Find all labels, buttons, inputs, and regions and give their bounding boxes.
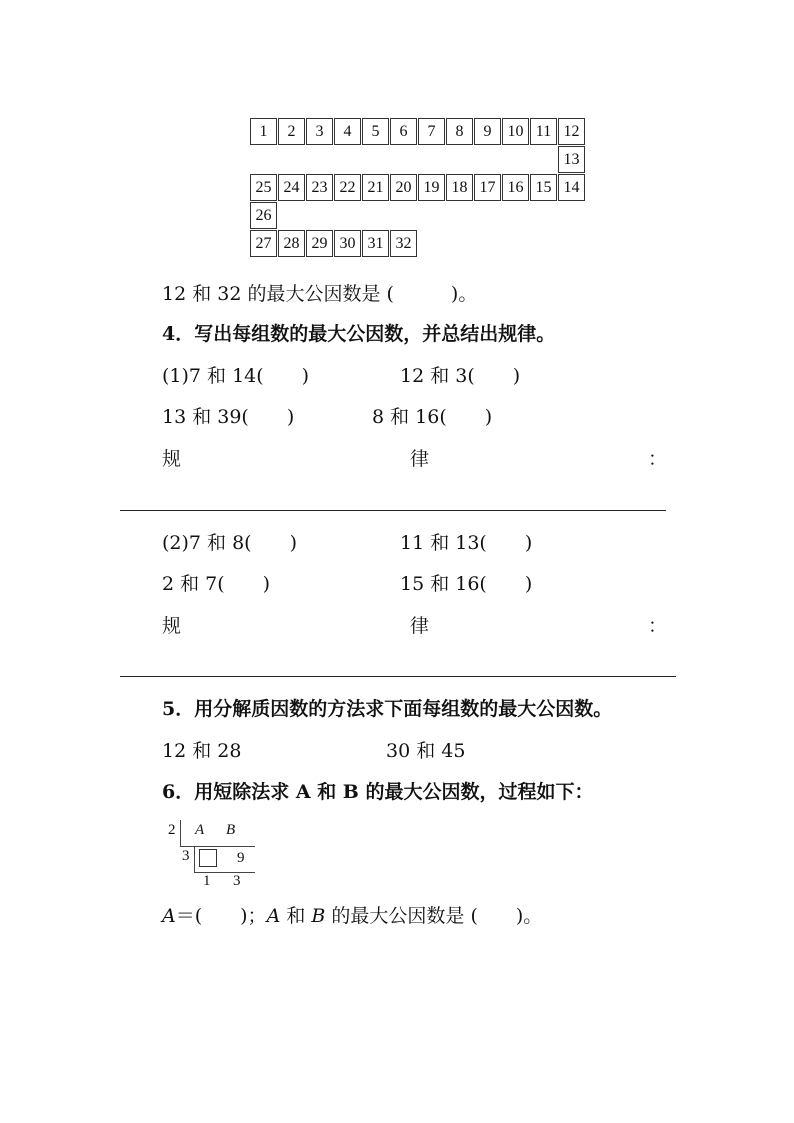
rule-label-2-left: 规 <box>162 615 182 637</box>
grid-cell: 17 <box>474 174 501 201</box>
q6-answer <box>162 904 542 928</box>
grid-cell: 32 <box>390 230 417 257</box>
answer-line-2 <box>120 676 676 677</box>
q4-title: 4．写出每组数的最大公因数，并总结出规律。 <box>162 323 556 345</box>
grid-cell: 1 <box>250 118 277 145</box>
grid-cell: 29 <box>306 230 333 257</box>
rule-label-1-left: 规 <box>162 448 182 470</box>
divisor-2: 3 <box>182 848 190 864</box>
grid-cell: 18 <box>446 174 473 201</box>
dividend-a: A <box>195 822 205 838</box>
grid-cell: 19 <box>418 174 445 201</box>
blank-box <box>199 849 217 867</box>
var-b: B <box>311 905 326 927</box>
q5-b: 30 和 45 <box>386 740 466 762</box>
q6-title: 6．用短除法求 A 和 B 的最大公因数，过程如下： <box>162 781 594 803</box>
q3-question: 12 和 32 的最大公因数是 ( )。 <box>162 283 478 305</box>
gcd-blank: 的最大公因数是 ( )。 <box>325 905 543 927</box>
q4-2b: 11 和 13( ) <box>400 532 533 554</box>
grid-cell: 8 <box>446 118 473 145</box>
grid-cell: 10 <box>502 118 529 145</box>
q4-1c: 13 和 39( ) <box>162 406 295 428</box>
grid-cell: 12 <box>558 118 585 145</box>
grid-cell: 21 <box>362 174 389 201</box>
grid-cell: 9 <box>474 118 501 145</box>
rule-label-2-end: ： <box>648 615 668 637</box>
q4-2a: (2)7 和 8( ) <box>162 532 297 554</box>
grid-cell: 30 <box>334 230 361 257</box>
rule-label-1-mid: 律 <box>410 448 430 470</box>
grid-cell: 14 <box>558 174 585 201</box>
grid-cell: 6 <box>390 118 417 145</box>
division-bar-h1 <box>180 846 255 847</box>
var-a-2: A <box>266 905 281 927</box>
grid-cell: 15 <box>530 174 557 201</box>
grid-cell: 13 <box>558 146 585 173</box>
division-bar-v2 <box>194 846 195 872</box>
grid-cell: 7 <box>418 118 445 145</box>
result-3: 3 <box>233 873 241 889</box>
grid-cell: 22 <box>334 174 361 201</box>
grid-cell: 16 <box>502 174 529 201</box>
grid-cell: 4 <box>334 118 361 145</box>
q5-a: 12 和 28 <box>162 740 242 762</box>
grid-cell: 26 <box>250 202 277 229</box>
grid-cell: 24 <box>278 174 305 201</box>
q4-1a: (1)7 和 14( ) <box>162 365 310 387</box>
answer-line-1 <box>120 510 666 511</box>
grid-cell: 3 <box>306 118 333 145</box>
rule-label-1-end: ： <box>648 448 668 470</box>
eq-blank: ＝( )； <box>175 905 267 927</box>
grid-cell: 11 <box>530 118 557 145</box>
grid-cell: 31 <box>362 230 389 257</box>
q4-1b: 12 和 3( ) <box>400 365 521 387</box>
divisor-1: 2 <box>168 822 176 838</box>
grid-cell: 2 <box>278 118 305 145</box>
result-1: 1 <box>203 873 211 889</box>
and-word: 和 <box>280 905 312 927</box>
grid-cell: 20 <box>390 174 417 201</box>
short-division-figure <box>160 818 270 890</box>
grid-cell: 23 <box>306 174 333 201</box>
q4-1d: 8 和 16( ) <box>372 406 493 428</box>
q4-2d: 15 和 16( ) <box>400 573 533 595</box>
dividend-b: B <box>226 822 236 838</box>
grid-cell: 28 <box>278 230 305 257</box>
division-bar-v1 <box>180 820 181 846</box>
q4-2c: 2 和 7( ) <box>162 573 271 595</box>
grid-cell: 5 <box>362 118 389 145</box>
quotient-9: 9 <box>237 850 245 866</box>
q5-title: 5．用分解质因数的方法求下面每组数的最大公因数。 <box>162 698 613 720</box>
var-a: A <box>162 905 176 927</box>
grid-cell: 25 <box>250 174 277 201</box>
rule-label-2-mid: 律 <box>410 615 430 637</box>
grid-cell: 27 <box>250 230 277 257</box>
